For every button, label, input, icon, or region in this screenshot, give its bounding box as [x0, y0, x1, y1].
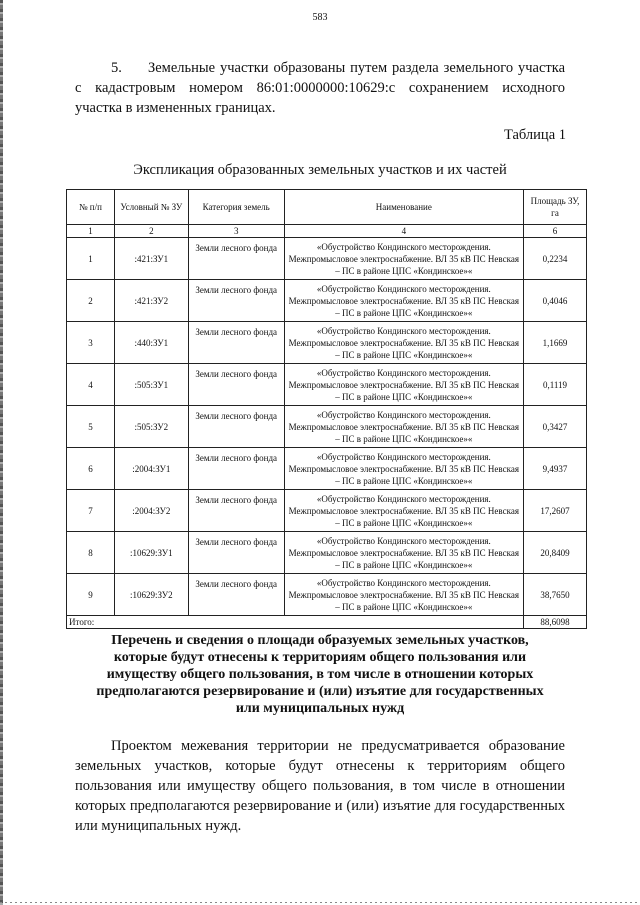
land-category-cell: Земли лесного фонда: [188, 238, 284, 280]
area-cell: 0,4046: [524, 280, 587, 322]
land-category-cell: Земли лесного фонда: [188, 490, 284, 532]
intro-number: 5.: [111, 60, 122, 76]
row-number-cell: 1: [67, 238, 115, 280]
page-number: 583: [312, 12, 328, 23]
object-name-cell: «Обустройство Кондинского месторождения. Межпромысловое электроснабжение. ВЛ 35 кВ ПС Невская – ПС в районе ЦПС «Кондинское»«: [284, 532, 523, 574]
object-name-cell: «Обустройство Кондинского месторождения. Межпромысловое электроснабжение. ВЛ 35 кВ ПС Невская – ПС в районе ЦПС «Кондинское»«: [284, 238, 523, 280]
total-label: Итого:: [67, 616, 524, 629]
header-cell: Площадь ЗУ, га: [524, 190, 587, 225]
row-number-cell: 8: [67, 532, 115, 574]
object-name-cell: «Обустройство Кондинского месторождения. Межпромысловое электроснабжение. ВЛ 35 кВ ПС Невская – ПС в районе ЦПС «Кондинское»«: [284, 406, 523, 448]
land-category-cell: Земли лесного фонда: [188, 322, 284, 364]
index-cell: 2: [114, 225, 188, 238]
object-name-cell: «Обустройство Кондинского месторождения. Межпромысловое электроснабжение. ВЛ 35 кВ ПС Невская – ПС в районе ЦПС «Кондинское»«: [284, 364, 523, 406]
scan-bottom-artifact: [0, 902, 640, 903]
table-title: Экспликация образованных земельных участков и их частей: [133, 162, 507, 178]
total-value: 88,6098: [524, 616, 587, 629]
table-row: [67, 364, 587, 406]
header-cell: Условный № ЗУ: [114, 190, 188, 225]
table-header-row: [67, 190, 587, 225]
row-number-cell: 7: [67, 490, 115, 532]
index-cell: 4: [284, 225, 523, 238]
body-paragraph: Проектом межевания территории не предусматривается образование земельных участков, которые будут отнесены к территориям общего пользования или имуществу общего пользования, в том числе в отношении которых предполагаются резервирование и (или) изъятие для государственных или муниципальных нужд.: [75, 738, 565, 834]
land-category-cell: Земли лесного фонда: [188, 448, 284, 490]
parcel-id-cell: :505:ЗУ2: [114, 406, 188, 448]
land-category-cell: Земли лесного фонда: [188, 574, 284, 616]
index-cell: 3: [188, 225, 284, 238]
area-cell: 9,4937: [524, 448, 587, 490]
table-row: [67, 448, 587, 490]
table-row: [67, 280, 587, 322]
column-index-row: [67, 225, 587, 238]
object-name-cell: «Обустройство Кондинского месторождения. Межпромысловое электроснабжение. ВЛ 35 кВ ПС Невская – ПС в районе ЦПС «Кондинское»«: [284, 490, 523, 532]
header-cell: № п/п: [67, 190, 115, 225]
area-cell: 0,2234: [524, 238, 587, 280]
parcel-id-cell: :10629:ЗУ2: [114, 574, 188, 616]
land-category-cell: Земли лесного фонда: [188, 364, 284, 406]
intro-paragraph: [75, 58, 565, 118]
table-row: [67, 322, 587, 364]
area-cell: 20,8409: [524, 532, 587, 574]
row-number-cell: 4: [67, 364, 115, 406]
table-row: [67, 574, 587, 616]
row-number-cell: 2: [67, 280, 115, 322]
row-number-cell: 5: [67, 406, 115, 448]
land-category-cell: Земли лесного фонда: [188, 280, 284, 322]
table-row: [67, 406, 587, 448]
parcel-id-cell: :421:ЗУ1: [114, 238, 188, 280]
parcel-id-cell: :2004:ЗУ2: [114, 490, 188, 532]
area-cell: 0,3427: [524, 406, 587, 448]
area-cell: 0,1119: [524, 364, 587, 406]
object-name-cell: «Обустройство Кондинского месторождения. Межпромысловое электроснабжение. ВЛ 35 кВ ПС Невская – ПС в районе ЦПС «Кондинское»«: [284, 322, 523, 364]
intro-text: Земельные участки образованы путем раздела земельного участка с кадастровым номером 86:01:0000000:10629:с сохранением исходного участка в измененных границах.: [75, 60, 566, 116]
row-number-cell: 3: [67, 322, 115, 364]
area-cell: 17,2607: [524, 490, 587, 532]
object-name-cell: «Обустройство Кондинского месторождения. Межпромысловое электроснабжение. ВЛ 35 кВ ПС Невская – ПС в районе ЦПС «Кондинское»«: [284, 448, 523, 490]
parcel-id-cell: :10629:ЗУ1: [114, 532, 188, 574]
parcel-id-cell: :421:ЗУ2: [114, 280, 188, 322]
row-number-cell: 6: [67, 448, 115, 490]
object-name-cell: «Обустройство Кондинского месторождения. Межпромысловое электроснабжение. ВЛ 35 кВ ПС Невская – ПС в районе ЦПС «Кондинское»«: [284, 574, 523, 616]
index-cell: 1: [67, 225, 115, 238]
object-name-cell: «Обустройство Кондинского месторождения. Межпромысловое электроснабжение. ВЛ 35 кВ ПС Невская – ПС в районе ЦПС «Кондинское»«: [284, 280, 523, 322]
table-row: [67, 532, 587, 574]
table-caption: Таблица 1: [503, 127, 566, 143]
parcel-id-cell: :2004:ЗУ1: [114, 448, 188, 490]
land-category-cell: Земли лесного фонда: [188, 532, 284, 574]
parcel-id-cell: :440:ЗУ1: [114, 322, 188, 364]
land-category-cell: Земли лесного фонда: [188, 406, 284, 448]
parcel-id-cell: :505:ЗУ1: [114, 364, 188, 406]
header-cell: Наименование: [284, 190, 523, 225]
table-row: [67, 490, 587, 532]
index-cell: 6: [524, 225, 587, 238]
explication-table: [66, 189, 587, 629]
table-row: [67, 238, 587, 280]
section-heading: Перечень и сведения о площади образуемых земельных участков, которые будут отнесены к территориям общего пользования или имуществу общего пользования, в том числе в отношении которых предполагаются резервирование и (или) изъятие для государственных или муниципальных нужд: [96, 633, 544, 716]
total-row: [67, 616, 587, 629]
scan-edge-artifact: [0, 0, 3, 905]
header-cell: Категория земель: [188, 190, 284, 225]
area-cell: 38,7650: [524, 574, 587, 616]
area-cell: 1,1669: [524, 322, 587, 364]
row-number-cell: 9: [67, 574, 115, 616]
